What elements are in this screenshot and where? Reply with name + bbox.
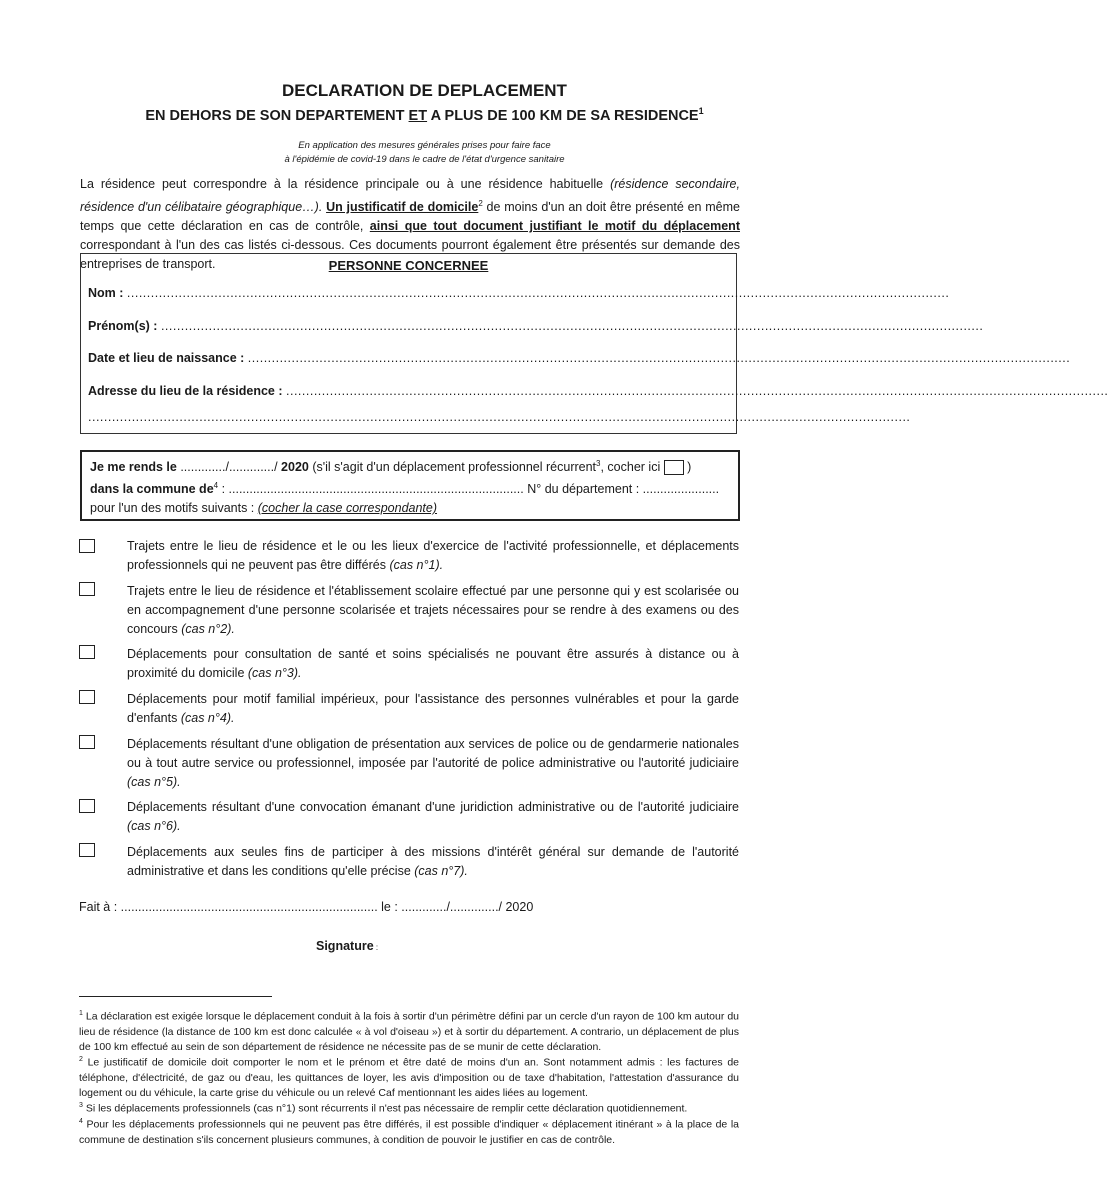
reason-5-text: Déplacements résultant d'une obligation de présentation aux services de police ou de gendarmerie nationales ou à tout autre service ou professionnel, imposée par l'autorité de police administrative ou l'autorité judiciaire (127, 737, 739, 770)
reason-2-case: (cas n°2). (181, 622, 235, 636)
trip-recurrent-text: (s'il s'agit d'un déplacement professionnel récurrent (308, 460, 597, 475)
reason-7-case: (cas n°7). (414, 864, 468, 878)
footnote-2-num: 2 (79, 1056, 83, 1063)
reason-7-text: Déplacements aux seules fins de participer à des missions d'intérêt général sur demande de l'autorité administrative et dans les conditions qu'elle précise (127, 845, 739, 878)
signature-field[interactable] (316, 939, 378, 953)
footnote-4-num: 4 (79, 1118, 83, 1125)
footnote-ref-3: 3 (596, 459, 601, 468)
footnote-ref-2: 2 (478, 199, 483, 208)
reason-4-case: (cas n°4). (180, 711, 235, 725)
trip-commune-line[interactable] (90, 481, 735, 496)
footnote-ref-1: 1 (698, 106, 704, 116)
trip-cocher-text: , cocher ici (600, 460, 664, 475)
reason-7 (127, 843, 739, 881)
intro-text-2: de moins d'un an doit être présenté en même temps que cette déclaration en cas de contrôle, (80, 200, 741, 234)
footnote-3-text: Si les déplacements professionnels (cas n°1) sont récurrents il n'est pas nécessaire de remplir cette déclaration quotidiennement. (82, 1102, 688, 1115)
reason-3-case: (cas n°3). (247, 666, 302, 680)
intro-italic: (résidence secondaire, résidence d'un célibataire géographique…). (80, 177, 740, 215)
adresse-label: Adresse du lieu de la résidence : (88, 384, 283, 398)
footnote-3-num: 3 (79, 1102, 83, 1109)
prenom-field[interactable] (88, 319, 984, 333)
reason-2 (127, 582, 739, 639)
prenom-label: Prénom(s) : (88, 319, 158, 333)
reason-6-checkbox[interactable] (79, 799, 95, 813)
intro-text-1: La résidence peut correspondre à la résidence principale ou à une résidence habituelle (80, 177, 611, 191)
naissance-label: Date et lieu de naissance : (88, 351, 245, 365)
subtitle-et: ET (408, 107, 428, 124)
naissance-dots: ............................................................................................................................................................................................................... (247, 351, 1071, 365)
reason-5-case: (cas n°5). (127, 775, 181, 789)
reason-4-text: Déplacements pour motif familial impérieux, pour l'assistance des personnes vulnérables et pour la garde d'enfants (127, 692, 739, 725)
motif-instruction: (cocher la case correspondante) (257, 501, 438, 515)
signature-label: Signature (316, 939, 374, 953)
intro-text-3: correspondant à l'un des cas listés ci-dessous. Ces documents pourront également être présentés sur demande des entreprises de transport. (80, 238, 740, 272)
recurrent-checkbox[interactable] (664, 460, 684, 475)
nom-dots: ............................................................................................................................................................................................................... (126, 286, 950, 300)
motif-text: pour l'un des motifs suivants : (90, 501, 258, 515)
reason-2-checkbox[interactable] (79, 582, 95, 596)
person-heading: PERSONNE CONCERNEE (328, 258, 489, 273)
trip-date-line (90, 459, 735, 475)
footnote-2-text: Le justificatif de domicile doit comporter le nom et le prénom et être daté de moins d'un an. Sont notamment admis : les factures de téléphone, d'électricité, de gaz ou d'eau, les quittances de loyer, les avis d'imposition ou de taxe d'habitation, l'attestation d'assurance du logement ou du véhicule, la carte grise du véhicule ou un relevé Caf mentionnant les aides liées au logement. (79, 1056, 739, 1099)
reason-2-text: Trajets entre le lieu de résidence et l'établissement scolaire effectué par une personne qui y est scolarisée ou en accompagnement d'une personne scolarisée et trajets nécessaires pour se rendre à des examens ou des concours (127, 584, 739, 636)
signature-colon: : (373, 943, 379, 952)
reason-3-checkbox[interactable] (79, 645, 95, 659)
adresse-dots: ............................................................................................................................................................................................................... (286, 384, 1108, 398)
legal-note-2: à l'épidémie de covid-19 dans le cadre de l'état d'urgence sanitaire (284, 154, 565, 165)
commune-dots: : ..................................................................................... N° du département : ...................... (218, 482, 720, 497)
adresse-field[interactable] (88, 384, 1108, 398)
fait-a-field[interactable]: Fait à : .......................................................................... le : ............./............../ 2020 (79, 900, 534, 914)
intro-motif: ainsi que tout document justifiant le motif du déplacement (369, 219, 740, 234)
reason-6 (127, 798, 739, 836)
footnote-4-text: Pour les déplacements professionnels qui ne peuvent pas être différés, il est possible d'indiquer « déplacement itinérant » à la place de la commune de destination s'ils concernent plusieurs communes, à condition de pouvoir le justifier en cas de contrôle. (79, 1118, 739, 1146)
footnote-1 (79, 1006, 739, 1055)
legal-note-1: En application des mesures générales prises pour faire face (298, 140, 551, 151)
footnote-1-text: La déclaration est exigée lorsque le déplacement conduit à la fois à sortir d'un périmètre défini par un cercle d'un rayon de 100 km autour du lieu de résidence (la distance de 100 km est donc calculée « à vol d'oiseau ») et à sortir du département. A contrario, un déplacement de plus de 100 km effectué au sein de son département de résidence ne nécessite pas de se munir de cette déclaration. (79, 1010, 739, 1053)
footnote-ref-4: 4 (213, 481, 219, 490)
trip-paren-close: ) (683, 460, 692, 475)
footnote-divider (79, 996, 272, 997)
footnote-2 (79, 1052, 739, 1101)
page-title: DECLARATION DE DEPLACEMENT (282, 81, 567, 100)
intro-justificatif: Un justificatif de domicile (326, 200, 479, 215)
footnote-1-num: 1 (79, 1010, 83, 1017)
reason-6-text: Déplacements résultant d'une convocation émanant d'une juridiction administrative ou de l'autorité judiciaire (127, 800, 739, 814)
reason-1 (127, 537, 739, 575)
adresse-dots-2: ............................................................................................................................................................................................................... (88, 410, 911, 424)
reason-4-checkbox[interactable] (79, 690, 95, 704)
reason-5-checkbox[interactable] (79, 735, 95, 749)
subtitle-part-b: A PLUS DE 100 KM DE SA RESIDENCE (427, 107, 699, 124)
reason-1-checkbox[interactable] (79, 539, 95, 553)
naissance-field[interactable] (88, 351, 1071, 365)
footnote-4 (79, 1114, 739, 1148)
prenom-dots: ............................................................................................................................................................................................................... (160, 319, 984, 333)
page-subtitle (0, 106, 849, 124)
trip-date-dots[interactable]: ............./............./ (180, 460, 278, 475)
trip-year: 2020 (277, 460, 309, 475)
reason-4 (127, 690, 739, 728)
reason-5 (127, 735, 739, 792)
commune-label: dans la commune de (90, 482, 214, 497)
reason-1-case: (cas n°1). (389, 558, 444, 572)
nom-field[interactable] (88, 286, 950, 300)
subtitle-part-a: EN DEHORS DE SON DEPARTEMENT (145, 107, 409, 124)
reason-1-text: Trajets entre le lieu de résidence et le ou les lieux d'exercice de l'activité professionnelle, et déplacements professionnels qui ne peuvent pas être différés (127, 539, 739, 572)
reason-3 (127, 645, 739, 683)
adresse-field-line2[interactable] (88, 410, 911, 424)
person-box (80, 253, 737, 434)
nom-label: Nom : (88, 286, 124, 300)
trip-motif-line (90, 501, 735, 515)
reason-6-case: (cas n°6). (127, 819, 181, 833)
trip-box (80, 450, 740, 521)
reason-7-checkbox[interactable] (79, 843, 95, 857)
trip-date-label: Je me rends le (90, 460, 181, 475)
reason-3-text: Déplacements pour consultation de santé et soins spécialisés ne pouvant être assurés à distance ou à proximité du domicile (127, 647, 739, 680)
